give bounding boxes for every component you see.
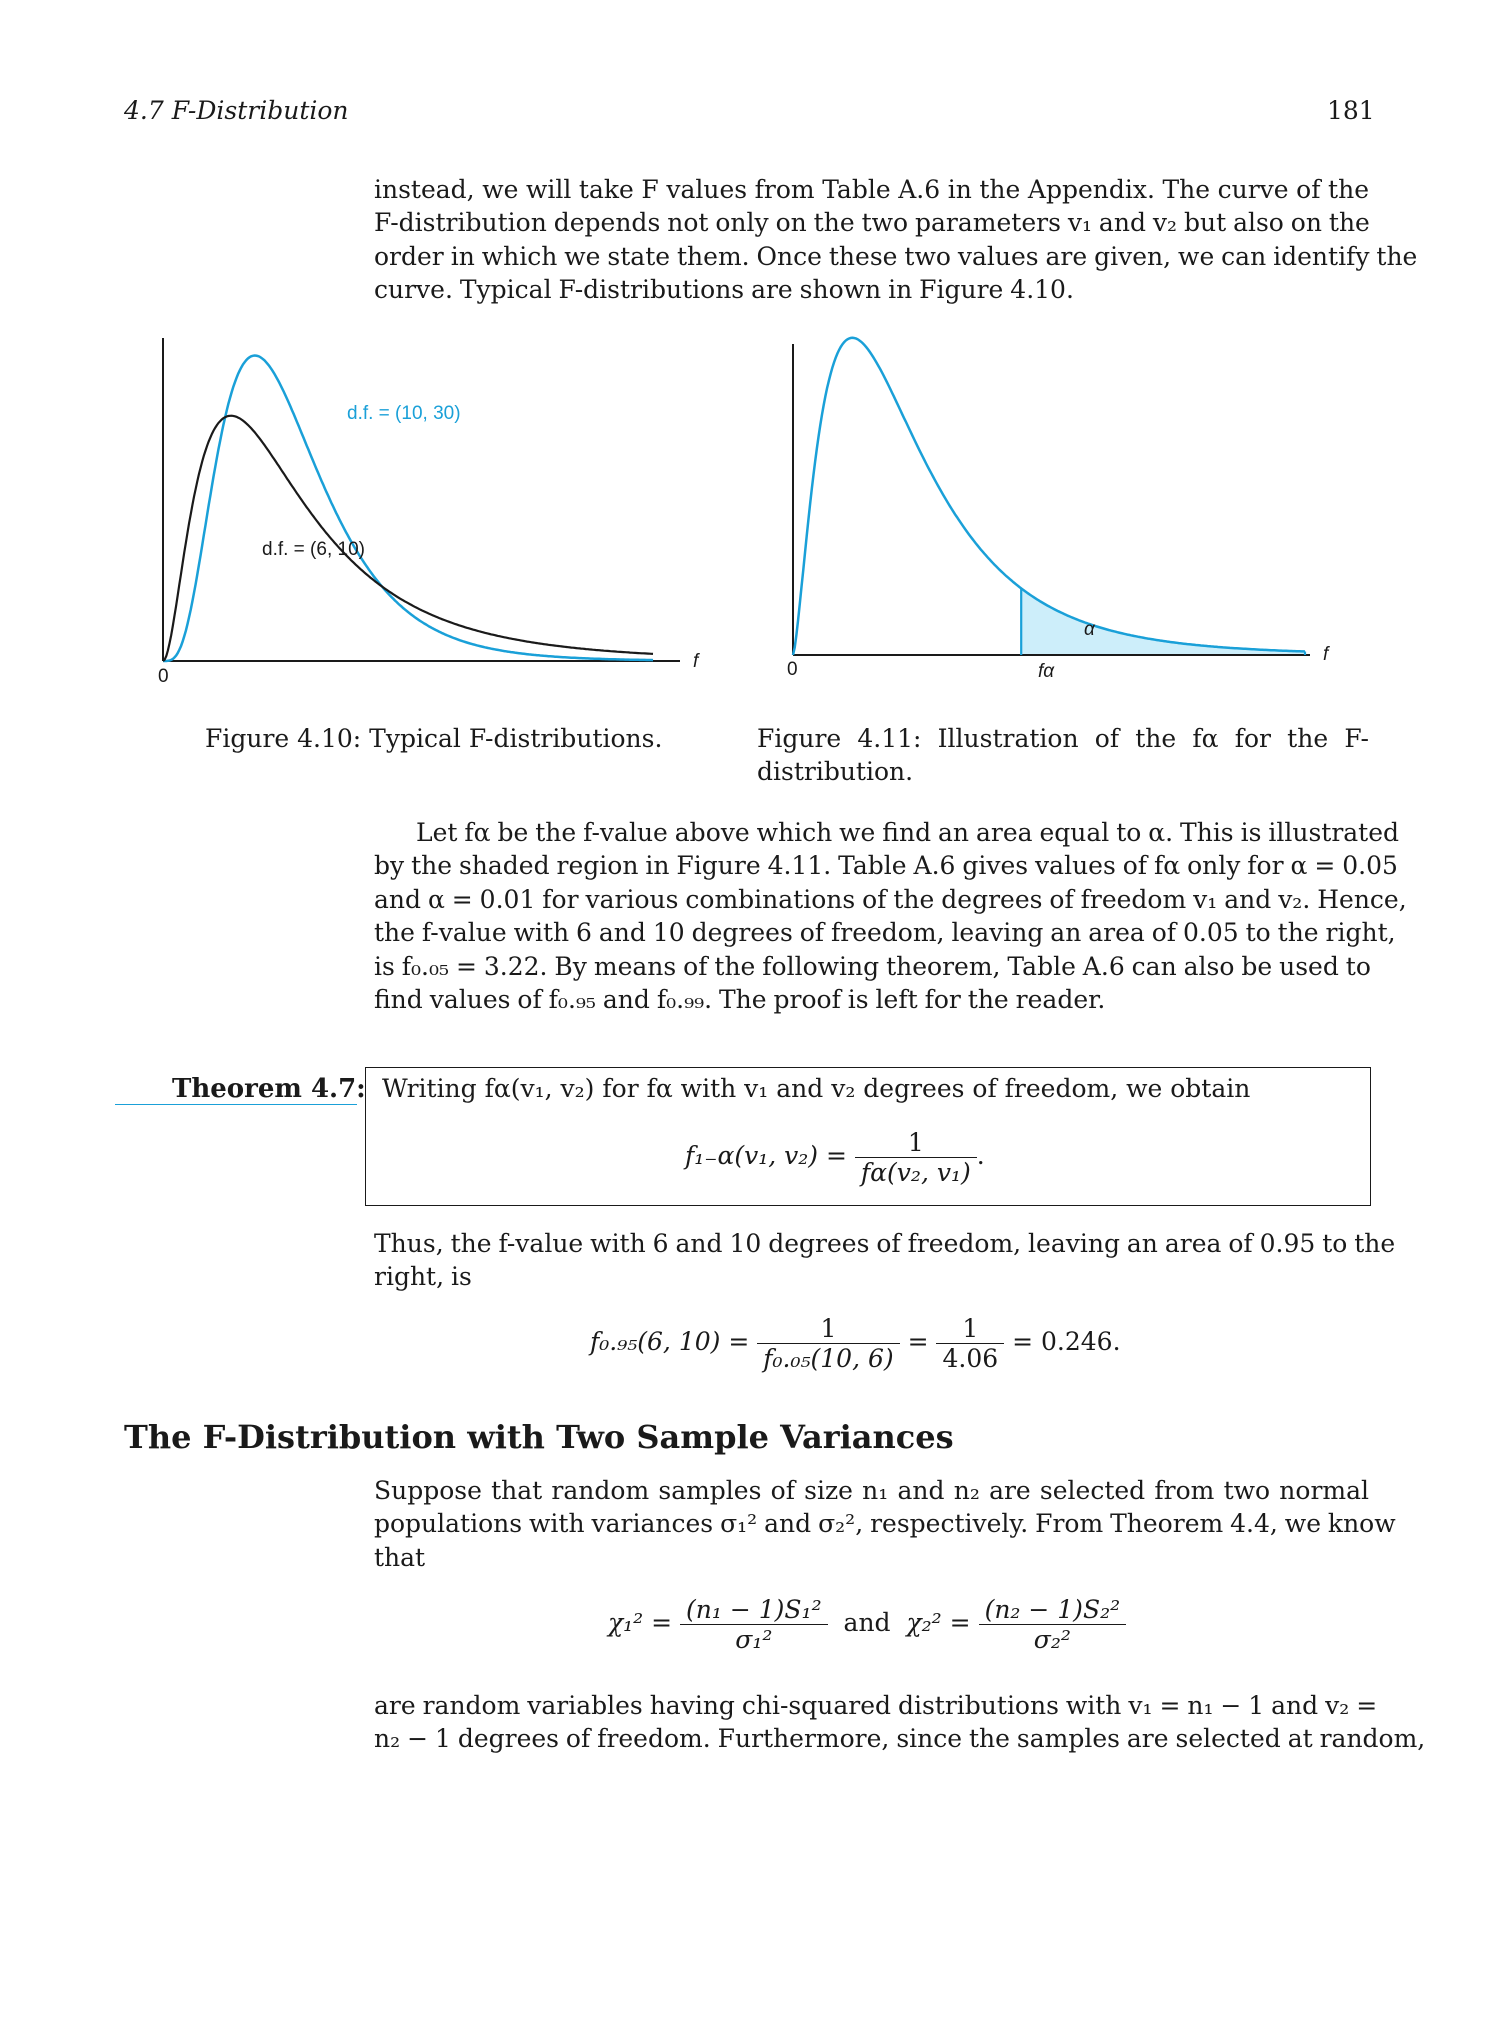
para-line: is f₀.₀₅ = 3.22. By means of the following theorem, Table A.6 can also be used to <box>374 951 1371 981</box>
f-distribution-curve <box>793 338 1305 655</box>
figure-4-10-caption: Figure 4.10: Typical F-distributions. <box>205 724 663 753</box>
equation-f095 <box>590 1314 1121 1373</box>
para-line: that <box>374 1542 426 1572</box>
label-df-10-30: d.f. = (10, 30) <box>347 403 461 424</box>
para-line: n₂ − 1 degrees of freedom. Furthermore, since the samples are selected at random, <box>374 1724 1426 1754</box>
page-number: 181 <box>1327 96 1375 125</box>
eq-equals: = <box>907 1327 929 1356</box>
figure-4-11-caption <box>757 722 1369 788</box>
curve-df-10-30 <box>163 356 653 662</box>
running-head: 4.7 F-Distribution <box>124 96 349 125</box>
thus-paragraph <box>374 1227 1396 1294</box>
section-title: The F-Distribution with Two Sample Variances <box>124 1418 954 1456</box>
intro-line: curve. Typical F-distributions are shown in Figure 4.10. <box>374 275 1074 305</box>
eq-lhs: f₀.₉₅(6, 10) = <box>590 1327 750 1356</box>
para-line: by the shaded region in Figure 4.11. Table A.6 gives values of fα only for α = 0.05 <box>374 851 1398 881</box>
eq-denominator: σ₁² <box>680 1624 828 1654</box>
para-line: Let fα be the f-value above which we find an area equal to α. This is illustrated <box>416 818 1400 847</box>
theorem-label: Theorem 4.7: <box>172 1074 366 1104</box>
para-line: find values of f₀.₉₅ and f₀.₉₉. The proof is left for the reader. <box>374 985 1106 1015</box>
equation-chi-squared <box>608 1595 1126 1654</box>
alpha-shaded-region <box>1021 588 1305 655</box>
para-line: Thus, the f-value with 6 and 10 degrees of freedom, leaving an area of 0.95 to the <box>374 1229 1396 1258</box>
alpha-label: α <box>1084 619 1095 640</box>
final-paragraph <box>374 1689 1426 1756</box>
eq-denominator: 4.06 <box>936 1343 1004 1373</box>
para-line: are random variables having chi-squared distributions with v₁ = n₁ − 1 and v₂ = <box>374 1691 1378 1720</box>
eq-and: and <box>843 1608 891 1637</box>
figure-4-11-chart <box>770 330 1350 690</box>
figure-4-10-chart <box>140 330 720 690</box>
eq-lhs: χ₂² = <box>906 1608 971 1637</box>
para-line: the f-value with 6 and 10 degrees of freedom, leaving an area of 0.05 to the right, <box>374 918 1396 948</box>
para-line: right, is <box>374 1262 472 1292</box>
axis-label-f: f <box>1323 644 1329 665</box>
eq-numerator: 1 <box>962 1314 979 1343</box>
intro-line: order in which we state them. Once these two values are given, we can identify the <box>374 241 1418 271</box>
second-paragraph <box>374 816 1407 1016</box>
eq-numerator: (n₂ − 1)S₂² <box>984 1595 1121 1624</box>
origin-label: 0 <box>158 666 169 687</box>
eq-lhs: f₁₋α(v₁, v₂) = <box>685 1141 847 1170</box>
eq-lhs: χ₁² = <box>608 1608 673 1637</box>
eq-result: = 0.246. <box>1012 1327 1121 1356</box>
theorem-underline <box>115 1104 357 1105</box>
para-line: populations with variances σ₁² and σ₂², respectively. From Theorem 4.4, we know <box>374 1509 1396 1539</box>
curve-df-6-10 <box>163 416 653 661</box>
caption-line: distribution. <box>757 757 914 786</box>
eq-end: . <box>976 1141 985 1170</box>
eq-numerator: 1 <box>820 1314 837 1343</box>
origin-label: 0 <box>787 659 798 680</box>
para-line: and α = 0.01 for various combinations of the degrees of freedom v₁ and v₂. Hence, <box>374 884 1407 914</box>
para-line: Suppose that random samples of size n₁ and n₂ are selected from two normal <box>374 1476 1369 1505</box>
theorem-equation <box>685 1128 985 1187</box>
section-paragraph <box>374 1474 1396 1574</box>
eq-denominator: f₀.₀₅(10, 6) <box>757 1343 899 1373</box>
f-alpha-label: fα <box>1038 661 1055 682</box>
intro-paragraph <box>374 173 1418 307</box>
eq-numerator: (n₁ − 1)S₁² <box>686 1595 822 1624</box>
axis-label-f: f <box>693 651 699 672</box>
eq-denominator: σ₂² <box>979 1624 1127 1654</box>
eq-numerator: 1 <box>907 1128 924 1157</box>
intro-line: instead, we will take F values from Table A.6 in the Appendix. The curve of the <box>374 175 1369 204</box>
label-df-6-10: d.f. = (6, 10) <box>262 539 365 560</box>
eq-denominator: fα(v₂, v₁) <box>855 1157 977 1187</box>
caption-line: Figure 4.11: Illustration of the fα for the F- <box>757 724 1369 753</box>
intro-line: F-distribution depends not only on the two parameters v₁ and v₂ but also on the <box>374 208 1370 238</box>
theorem-text: Writing fα(v₁, v₂) for fα with v₁ and v₂ degrees of freedom, we obtain <box>382 1074 1251 1103</box>
